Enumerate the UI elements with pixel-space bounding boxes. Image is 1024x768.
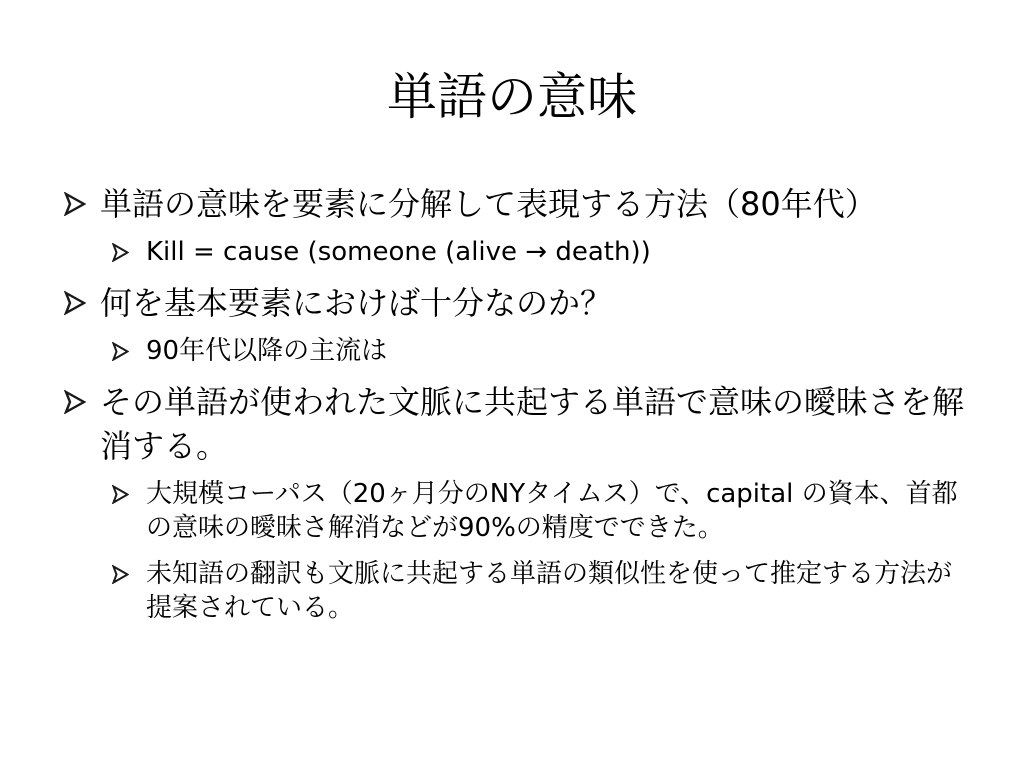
arrow-bullet-icon: [112, 565, 129, 584]
slide-content: [64, 182, 964, 637]
arrow-bullet-icon: [112, 342, 129, 361]
bullet-level2: [112, 334, 964, 368]
bullet-level2: [112, 235, 964, 269]
bullet-text: 90年代以降の主流は: [146, 336, 388, 366]
bullet-text: Kill = cause (someone (alive → death)): [146, 237, 651, 267]
arrow-bullet-icon: [64, 390, 86, 414]
bullet-text: 単語の意味を要素に分解して表現する方法（80年代）: [100, 185, 877, 223]
bullet-level1: [64, 281, 964, 325]
arrow-bullet-icon: [112, 485, 129, 504]
bullet-text: 未知語の翻訳も文脈に共起する単語の類似性を使って推定する方法が提案されている。: [146, 559, 953, 623]
bullet-level1: [64, 380, 964, 468]
bullet-level2: [112, 557, 964, 625]
bullet-text: 大規模コーパス（20ヶ月分のNYタイムス）で、capital の資本、首都の意味の曖昧さ解消などが90%の精度でできた。: [146, 479, 958, 543]
arrow-bullet-icon: [64, 192, 86, 216]
bullet-text: その単語が使われた文脈に共起する単語で意味の曖昧さを解消する。: [100, 383, 965, 465]
arrow-bullet-icon: [64, 291, 86, 315]
bullet-level2: [112, 477, 964, 545]
bullet-text: 何を基本要素におけば十分なのか？: [100, 284, 613, 322]
bullet-level1: [64, 182, 964, 226]
arrow-bullet-icon: [112, 243, 129, 262]
slide-title: 単語の意味: [387, 68, 637, 126]
